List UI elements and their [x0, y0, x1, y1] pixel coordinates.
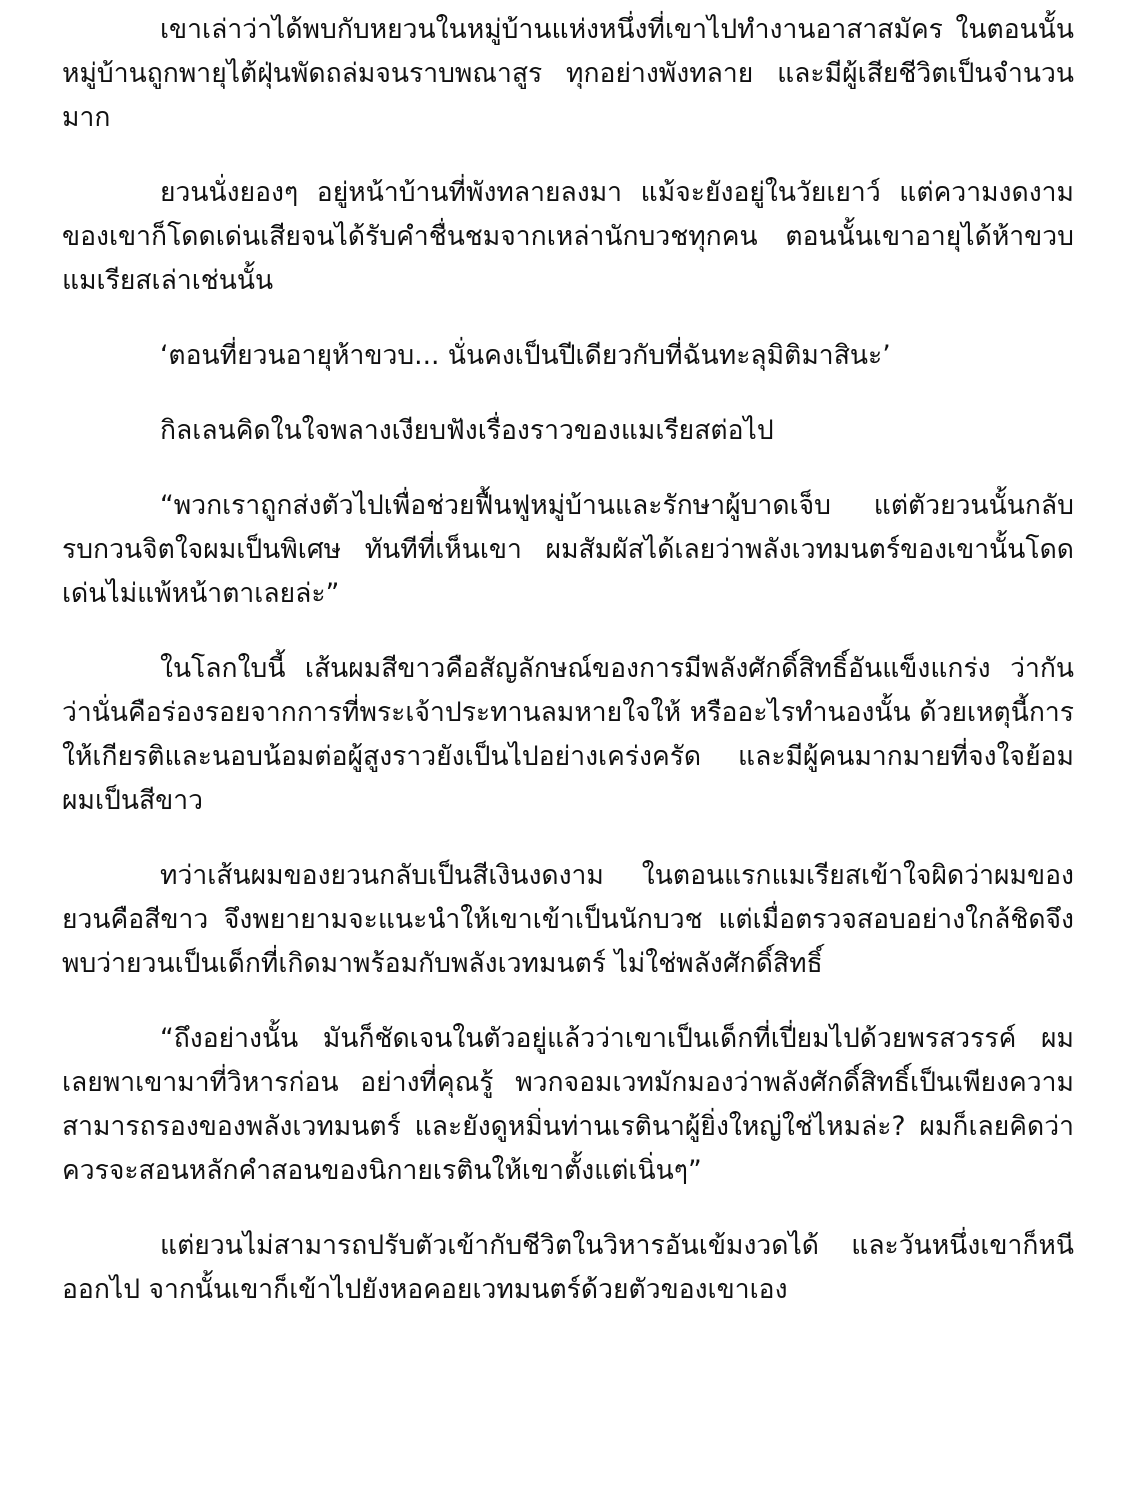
paragraph-6: ในโลกใบนี้ เส้นผมสีขาวคือสัญลักษณ์ของการมีพลังศักดิ์สิทธิ์อันแข็งแกร่ง ว่ากันว่านั่นคือร่องรอยจากการที่พระเจ้าประทานลมหายใจให้ หรืออะไรทำนองนั้น ด้วยเหตุนี้การให้เกียรติและนอบน้อมต่อผู้สูงราวยังเป็นไปอย่างเคร่งครัด และมีผู้คนมากมายที่จงใจย้อมผมเป็นสีขาว — [62, 653, 1074, 816]
paragraph-8: “ถึงอย่างนั้น มันก็ชัดเจนในตัวอยู่แล้วว่าเขาเป็นเด็กที่เปี่ยมไปด้วยพรสวรรค์ ผมเลยพาเขามาที่วิหารก่อน อย่างที่คุณรู้ พวกจอมเวทมักมองว่าพลังศักดิ์สิทธิ์เป็นเพียงความสามารถรองของพลังเวทมนตร์ และยังดูหมิ่นท่านเรตินาผู้ยิ่งใหญ่ใช่ไหมล่ะ? ผมก็เลยคิดว่าควรจะสอนหลักคำสอนของนิกายเรตินให้เขาตั้งแต่เนิ่นๆ” — [62, 1023, 1074, 1186]
paragraph-4: กิลเลนคิดในใจพลางเงียบฟังเรื่องราวของแมเรียสต่อไป — [160, 415, 774, 446]
paragraph-9: แต่ยวนไม่สามารถปรับตัวเข้ากับชีวิตในวิหารอันเข้มงวดได้ และวันหนึ่งเขาก็หนีออกไป จากนั้นเขาก็เข้าไปยังหอคอยเวทมนตร์ด้วยตัวของเขาเอง — [62, 1230, 1074, 1305]
paragraph-5: “พวกเราถูกส่งตัวไปเพื่อช่วยฟื้นฟูหมู่บ้านและรักษาผู้บาดเจ็บ แต่ตัวยวนนั้นกลับรบกวนจิตใจผมเป็นพิเศษ ทันทีที่เห็นเขา ผมสัมผัสได้เลยว่าพลังเวทมนตร์ของเขานั้นโดดเด่นไม่แพ้หน้าตาเลยล่ะ” — [62, 490, 1074, 609]
paragraph-7: ทว่าเส้นผมของยวนกลับเป็นสีเงินงดงาม ในตอนแรกแมเรียสเข้าใจผิดว่าผมของยวนคือสีขาว จึงพยายามจะแนะนำให้เขาเข้าเป็นนักบวช แต่เมื่อตรวจสอบอย่างใกล้ชิดจึงพบว่ายวนเป็นเด็กที่เกิดมาพร้อมกับพลังเวทมนตร์ ไม่ใช่พลังศักดิ์สิทธิ์ — [62, 860, 1074, 979]
paragraph-3: ‘ตอนที่ยวนอายุห้าขวบ... นั่นคงเป็นปีเดียวกับที่ฉันทะลุมิติมาสินะ’ — [160, 340, 891, 371]
paragraph-2: ยวนนั่งยองๆ อยู่หน้าบ้านที่พังทลายลงมา แม้จะยังอยู่ในวัยเยาว์ แต่ความงดงามของเขาก็โดดเด่นเสียจนได้รับคำชื่นชมจากเหล่านักบวชทุกคน ตอนนั้นเขาอายุได้ห้าขวบ แมเรียสเล่าเช่นนั้น — [62, 177, 1074, 296]
paragraph-1: เขาเล่าว่าได้พบกับหยวนในหมู่บ้านแห่งหนึ่งที่เขาไปทำงานอาสาสมัคร ในตอนนั้นหมู่บ้านถูกพายุไต้ฝุ่นพัดถล่มจนราบพณาสูร ทุกอย่างพังทลาย และมีผู้เสียชีวิตเป็นจำนวนมาก — [62, 14, 1074, 133]
